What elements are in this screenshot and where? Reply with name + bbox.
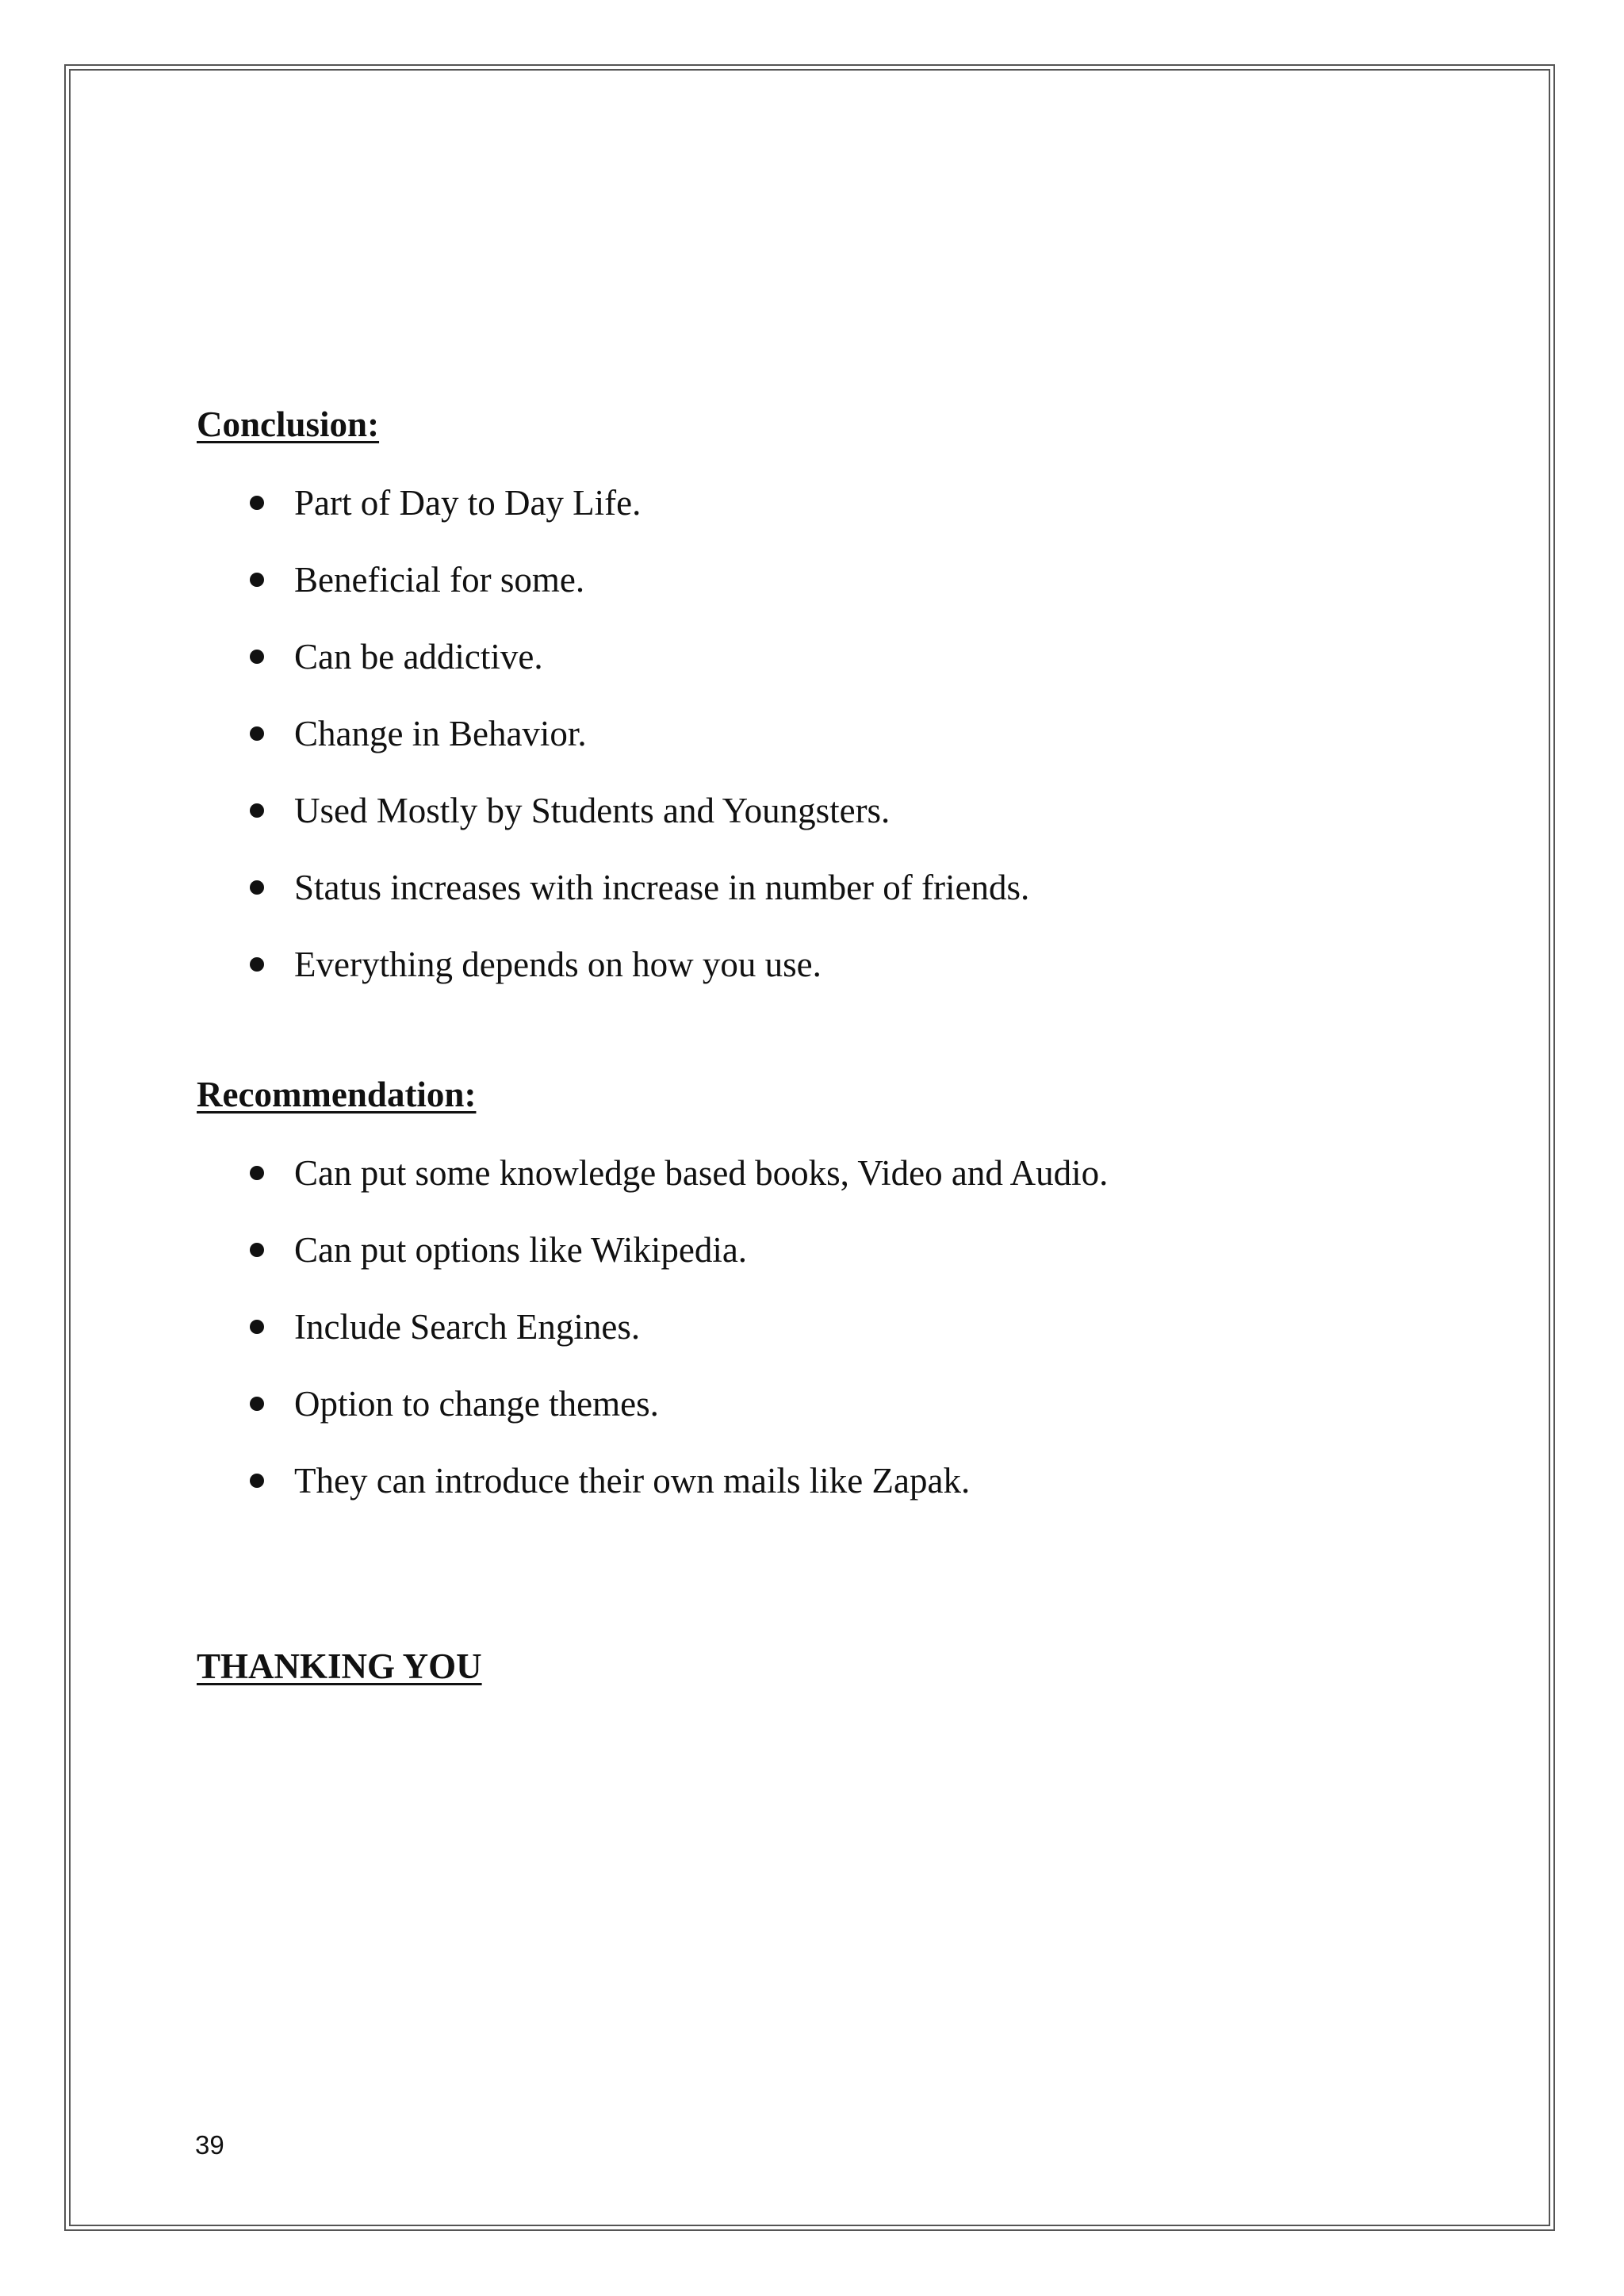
list-item [197, 696, 1465, 772]
list-item [197, 1366, 1465, 1443]
recommendation-heading: Recommendation: [197, 1075, 477, 1114]
list-item [197, 1135, 1465, 1212]
list-item-text: Include Search Engines. [294, 1307, 641, 1347]
bullet-icon [250, 880, 264, 895]
bullet-icon [250, 650, 264, 664]
list-item [197, 465, 1465, 542]
list-item [197, 1443, 1465, 1520]
list-item [197, 849, 1465, 926]
list-item [197, 619, 1465, 696]
recommendation-list [197, 1135, 1465, 1520]
list-item-text: Status increases with increase in number of friends. [294, 868, 1030, 907]
conclusion-section [197, 397, 1465, 1003]
page-content [197, 397, 1465, 1694]
list-item [197, 772, 1465, 849]
list-item-text: They can introduce their own mails like Zapak. [294, 1461, 971, 1501]
list-item-text: Change in Behavior. [294, 714, 587, 753]
page-number: 39 [195, 2130, 224, 2160]
list-item-text: Beneficial for some. [294, 560, 585, 600]
bullet-icon [250, 1474, 264, 1488]
list-item-text: Used Mostly by Students and Youngsters. [294, 791, 891, 830]
bullet-icon [250, 1320, 264, 1334]
list-item [197, 926, 1465, 1003]
list-item-text: Everything depends on how you use. [294, 945, 822, 984]
closing-section [197, 1639, 1465, 1694]
list-item-text: Option to change themes. [294, 1384, 659, 1424]
list-item-text: Can put some knowledge based books, Video and Audio. [294, 1153, 1109, 1193]
recommendation-section [197, 1067, 1465, 1520]
conclusion-heading: Conclusion: [197, 404, 380, 444]
bullet-icon [250, 496, 264, 510]
bullet-icon [250, 726, 264, 741]
bullet-icon [250, 1166, 264, 1180]
list-item [197, 1212, 1465, 1289]
bullet-icon [250, 957, 264, 972]
list-item-text: Part of Day to Day Life. [294, 483, 642, 523]
bullet-icon [250, 803, 264, 818]
list-item [197, 542, 1465, 619]
bullet-icon [250, 573, 264, 587]
bullet-icon [250, 1243, 264, 1257]
list-item-text: Can put options like Wikipedia. [294, 1230, 748, 1270]
list-item [197, 1289, 1465, 1366]
bullet-icon [250, 1397, 264, 1411]
conclusion-list [197, 465, 1465, 1003]
list-item-text: Can be addictive. [294, 637, 543, 677]
closing-heading: THANKING YOU [197, 1646, 482, 1686]
